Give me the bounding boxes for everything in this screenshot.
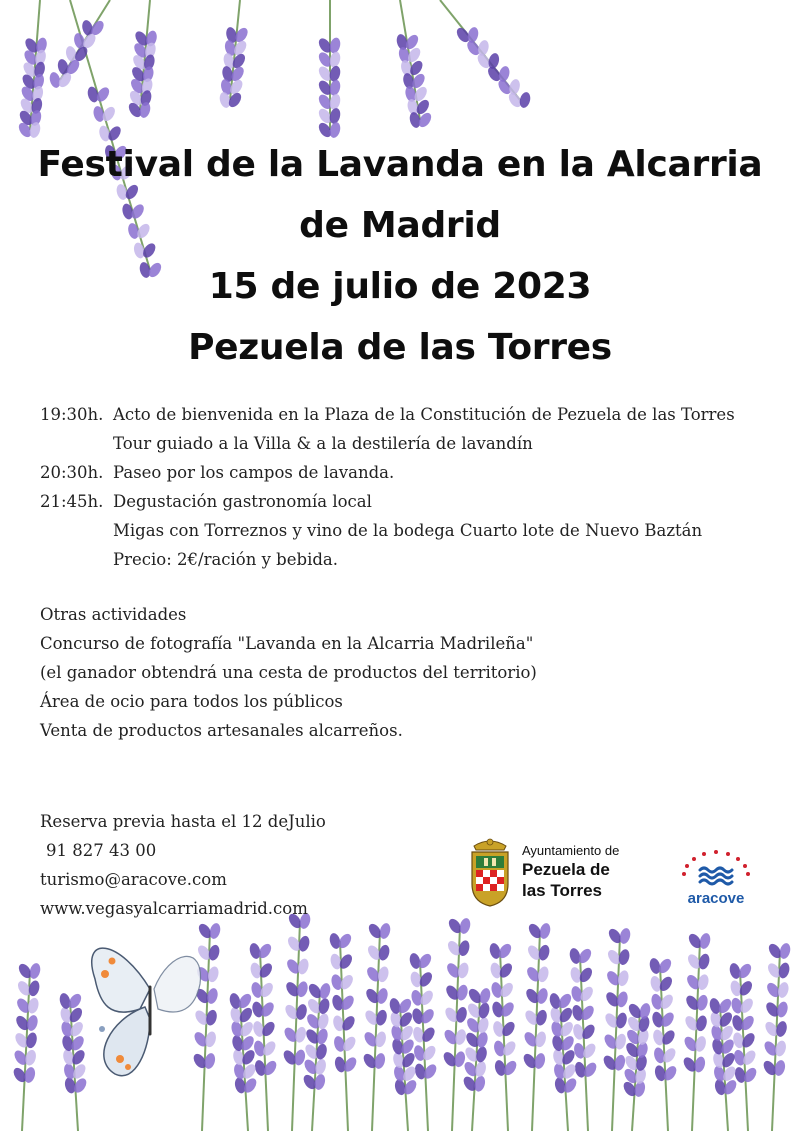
lavender-bottom-decoration (0, 911, 800, 1131)
schedule-entry (40, 400, 780, 458)
municipality-name-line2: las Torres (522, 881, 603, 900)
event-date: 15 de julio de 2023 (208, 266, 592, 307)
lavender-sprig (361, 922, 392, 1131)
event-schedule (40, 400, 780, 574)
lavender-sprig (648, 957, 679, 1131)
ayuntamiento-logo (468, 836, 619, 908)
lavender-sprig (218, 0, 250, 109)
lavender-sprig (16, 0, 48, 139)
lavender-sprig (681, 932, 712, 1131)
schedule-line: Migas con Torreznos y vino de la bodega Cuarto lote de Nuevo Baztán (113, 521, 703, 540)
schedule-line: Acto de bienvenida en la Plaza de la Constitución de Pezuela de las Torres (113, 405, 735, 424)
schedule-line: Paseo por los campos de lavanda. (113, 463, 395, 482)
lavender-sprig (521, 922, 552, 1131)
lavender-sprig (301, 982, 332, 1131)
schedule-time: 20:30h. (40, 463, 104, 482)
lavender-sprig (440, 0, 532, 109)
title-line-2: de Madrid (299, 205, 501, 246)
ayuntamiento-label: Ayuntamiento de (522, 843, 620, 858)
municipality-name-line1: Pezuela de (522, 860, 610, 879)
lavender-sprig (281, 912, 312, 1131)
lavender-sprig (48, 0, 110, 89)
phone-number: 91 827 43 00 (46, 841, 157, 860)
website-url: www.vegasyalcarriamadrid.com (40, 899, 308, 918)
schedule-line: Degustación gastronomía local (113, 492, 372, 511)
lavender-sprig (126, 0, 158, 119)
schedule-entry (40, 487, 780, 574)
lavender-sprig (395, 0, 434, 129)
schedule-time: 21:45h. (40, 492, 104, 511)
poster-title (0, 134, 800, 378)
schedule-entry (40, 458, 780, 487)
lavender-sprig (191, 922, 222, 1131)
lavender-sprig (761, 942, 792, 1131)
activity-item: Área de ocio para todos los públicos (40, 692, 343, 711)
other-activities (40, 600, 537, 745)
lavender-sprig (248, 942, 279, 1131)
lavender-sprig (601, 927, 632, 1131)
other-activities-heading: Otras actividades (40, 605, 187, 624)
aracove-name: aracove (687, 890, 745, 907)
lavender-sprig (58, 992, 89, 1131)
aracove-waves-icon (678, 848, 754, 888)
title-line-1: Festival de la Lavanda en la Alcarria (37, 144, 763, 185)
schedule-line: Precio: 2€/ración y bebida. (113, 550, 338, 569)
lavender-sprig (316, 0, 342, 139)
schedule-time: 19:30h. (40, 405, 104, 424)
schedule-line: Tour guiado a la Villa & a la destilería de lavandín (113, 434, 533, 453)
activity-item: Venta de productos artesanales alcarreños. (40, 721, 403, 740)
event-location: Pezuela de las Torres (188, 327, 612, 368)
coat-of-arms-icon (468, 836, 512, 908)
contact-info (40, 807, 326, 923)
lavender-sprig (328, 932, 359, 1131)
lavender-sprig (461, 987, 492, 1131)
activity-item: (el ganador obtendrá una cesta de productos del territorio) (40, 663, 537, 682)
lavender-sprig (488, 942, 519, 1131)
aracove-logo (678, 848, 754, 907)
reservation-note: Reserva previa hasta el 12 deJulio (40, 812, 326, 831)
email-address: turismo@aracove.com (40, 870, 227, 889)
activity-item: Concurso de fotografía "Lavanda en la Alcarria Madrileña" (40, 634, 534, 653)
lavender-sprig (11, 962, 42, 1131)
butterfly-icon (92, 948, 201, 1076)
